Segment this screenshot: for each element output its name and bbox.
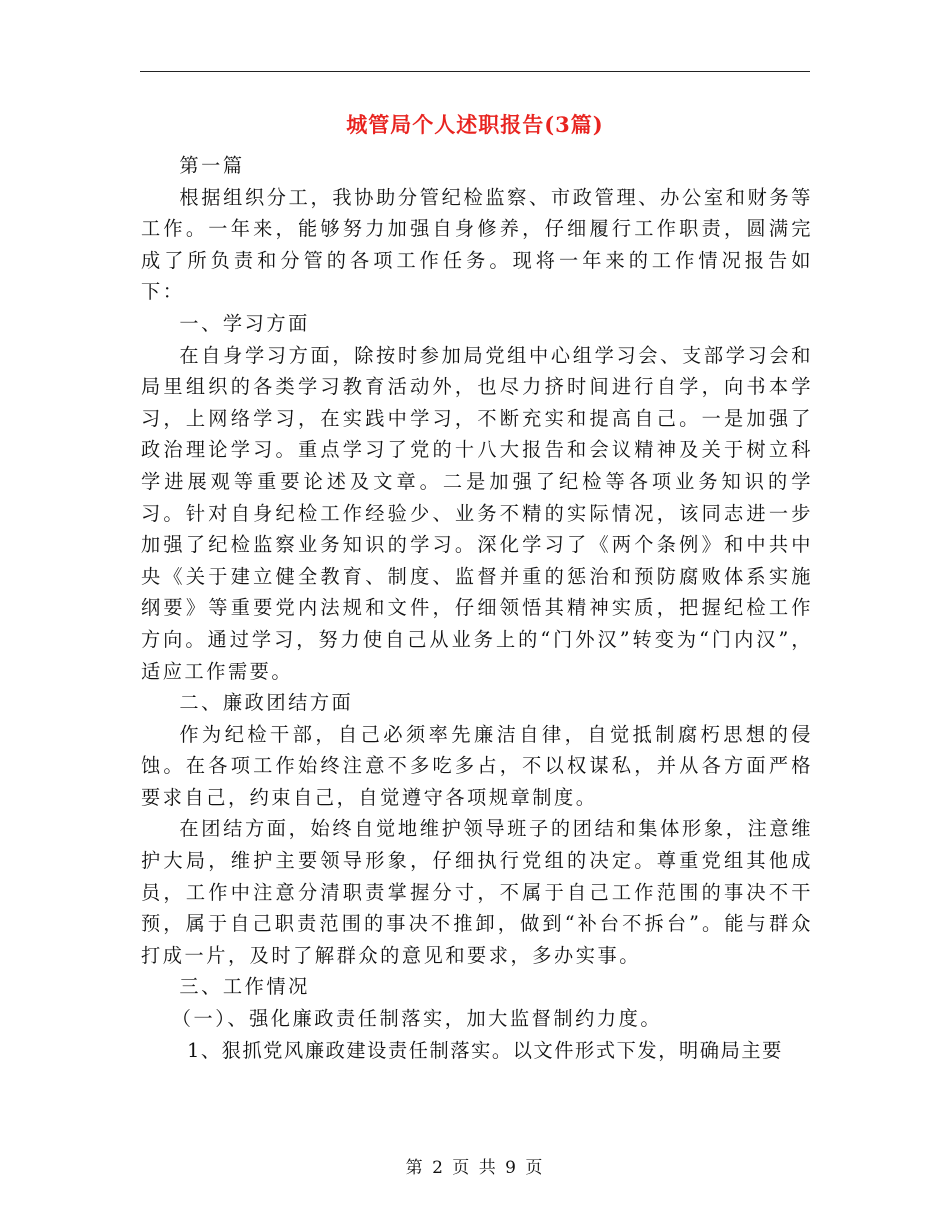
section-heading-work: 三、工作情况 bbox=[179, 975, 310, 999]
section-heading-part-one: 第一篇 bbox=[179, 154, 245, 177]
document-body bbox=[141, 150, 813, 1066]
paragraph-intro: 根据组织分工，我协助分管纪检监察、市政管理、办公室和财务等工作。一年来，能够努力加强自身修养，仔细履行工作职责，圆满完成了所负责和分管的各项工作任务。现将一年来的工作情况报告如下： bbox=[141, 185, 813, 304]
header-rule bbox=[140, 71, 810, 72]
paragraph-integrity: 作为纪检干部，自己必须率先廉洁自律，自觉抵制腐朽思想的侵蚀。在各项工作始终注意不多吃多占，不以权谋私，并从各方面严格要求自己，约束自己，自觉遵守各项规章制度。 bbox=[141, 722, 813, 809]
document-title: 城管局个人述职报告(3篇) bbox=[346, 112, 604, 137]
paragraph-item-one: 1、狠抓党风廉政建设责任制落实。以文件形式下发，明确局主要 bbox=[187, 1038, 783, 1062]
paragraph-study: 在自身学习方面，除按时参加局党组中心组学习会、支部学习会和局里组织的各类学习教育活动外，也尽力挤时间进行自学，向书本学习，上网络学习，在实践中学习，不断充实和提高自己。一是加强了政治理论学习。重点学习了党的十八大报告和会议精神及关于树立科学进展观等重要论述及文章。二是加强了纪检等各项业务知识的学习。针对自身纪检工作经验少、业务不精的实际情况，该同志进一步加强了纪检监察业务知识的学习。深化学习了《两个条例》和中共中央《关于建立健全教育、制度、监督并重的惩治和预防腐败体系实施纲要》等重要党内法规和文件，仔细领悟其精神实质，把握纪检工作方向。通过学习，努力使自己从业务上的“门外汉”转变为“门内汉”，适应工作需要。 bbox=[141, 343, 813, 683]
paragraph-unity: 在团结方面，始终自觉地维护领导班子的团结和集体形象，注意维护大局，维护主要领导形象，仔细执行党组的决定。尊重党组其他成员，工作中注意分清职责掌握分寸，不属于自己工作范围的事决不干预，属于自己职责范围的事决不推卸，做到“补台不拆台”。能与群众打成一片，及时了解群众的意见和要求，多办实事。 bbox=[141, 817, 813, 967]
subsection-heading-responsibility: （一）、强化廉政责任制落实，加大监督制约力度。 bbox=[171, 1007, 663, 1031]
page-number: 第 2 页 共 9 页 bbox=[405, 1158, 545, 1178]
section-heading-integrity: 二、廉政团结方面 bbox=[179, 691, 354, 715]
section-heading-study: 一、学习方面 bbox=[179, 311, 310, 335]
